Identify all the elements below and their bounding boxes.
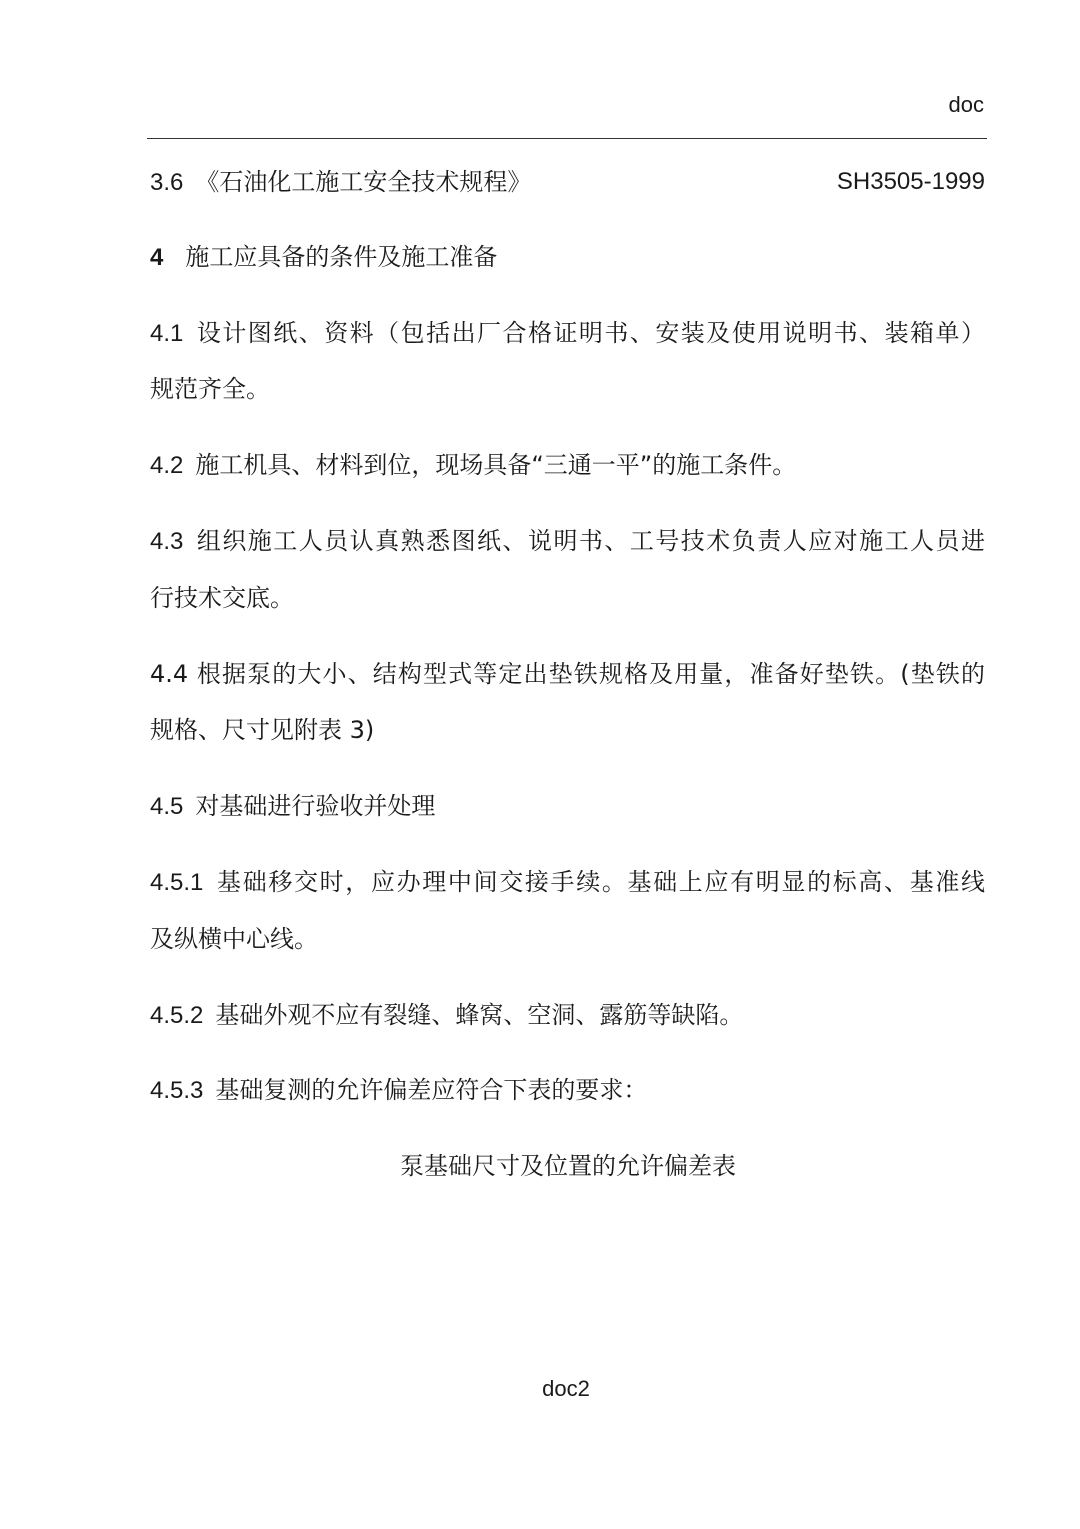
paragraph-text: 规范齐全。 <box>150 375 270 403</box>
paragraph-4-5 <box>150 791 985 822</box>
paragraph-text: 行技术交底。 <box>150 584 294 612</box>
paragraph-4-4-line-1 <box>150 659 985 689</box>
section-number: 4.1 <box>150 320 184 347</box>
section-number: 4.5 <box>150 793 184 820</box>
paragraph-4-5-2 <box>150 1000 985 1031</box>
section-number: 3.6 <box>150 169 184 196</box>
paragraph-4-3-line-2 <box>150 583 985 613</box>
section-heading-4 <box>150 242 985 273</box>
section-number: 4 <box>150 244 164 271</box>
section-number: 4.2 <box>150 452 184 479</box>
page-footer-label: doc2 <box>542 1376 590 1401</box>
paragraph-4-2 <box>150 450 985 481</box>
paragraph-4-4-line-2 <box>150 715 985 745</box>
section-number: 4.5.1 <box>150 869 204 896</box>
paragraph-text: 施工机具、材料到位，现场具备“三通一平”的施工条件。 <box>195 451 797 479</box>
paragraph-4-1-line-2 <box>150 374 985 404</box>
paragraph-text: 对基础进行验收并处理 <box>195 792 436 820</box>
paragraph-text: 基础移交时，应办理中间交接手续。基础上应有明显的标高、基准线 <box>215 868 985 896</box>
paragraph-text: 4.4 根据泵的大小、结构型式等定出垫铁规格及用量，准备好垫铁。(垫铁的 <box>150 660 985 688</box>
paragraph-4-5-1-line-2 <box>150 924 985 954</box>
paragraph-3-6 <box>150 167 985 198</box>
paragraph-4-5-1-line-1 <box>150 867 985 898</box>
section-number: 4.5.3 <box>150 1077 204 1104</box>
paragraph-text: 规格、尺寸见附表 3) <box>150 716 375 744</box>
standard-title: 《石油化工施工安全技术规程》 <box>195 168 532 196</box>
section-title: 施工应具备的条件及施工准备 <box>185 243 498 271</box>
paragraph-4-1-line-1 <box>150 318 985 349</box>
header-divider <box>147 138 987 139</box>
paragraph-text: 组织施工人员认真熟悉图纸、说明书、工号技术负责人应对施工人员进 <box>195 527 985 555</box>
section-number: 4.5.2 <box>150 1002 204 1029</box>
paragraph-text: 及纵横中心线。 <box>150 925 318 953</box>
paragraph-text: 设计图纸、资料（包括出厂合格证明书、安装及使用说明书、装箱单） <box>195 319 985 347</box>
paragraph-text: 基础外观不应有裂缝、蜂窝、空洞、露筋等缺陷。 <box>215 1001 744 1029</box>
standard-code: SH3505-1999 <box>836 168 985 195</box>
table-caption: 泵基础尺寸及位置的允许偏差表 <box>400 1152 736 1180</box>
paragraph-text: 基础复测的允许偏差应符合下表的要求： <box>215 1076 648 1104</box>
section-number: 4.3 <box>150 528 184 555</box>
paragraph-4-3-line-1 <box>150 526 985 557</box>
page-header-label: doc <box>948 92 984 117</box>
paragraph-4-5-3 <box>150 1075 985 1106</box>
